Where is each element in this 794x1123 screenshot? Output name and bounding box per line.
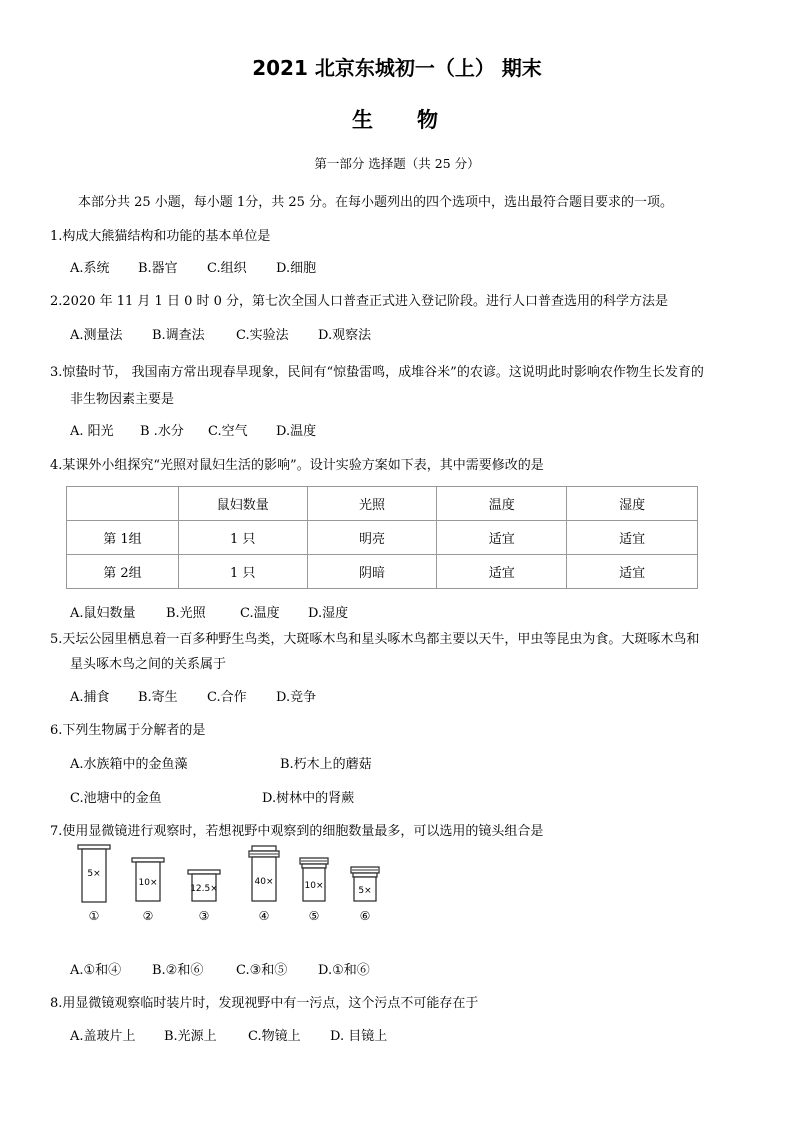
q3-option-d: D.温度 — [276, 424, 317, 439]
experiment-table — [66, 486, 698, 589]
q7-option-c: C.③和⑤ — [236, 963, 288, 978]
q3-option-b: B .水分 — [140, 424, 184, 439]
lens-2-label: 10× — [138, 878, 158, 888]
question-6-stem: 6.下列生物属于分解者的是 — [50, 723, 206, 738]
table-header-cell: 湿度 — [567, 487, 698, 521]
lens-3-number: ③ — [198, 909, 210, 923]
table-header-row — [67, 487, 698, 521]
lens-2-eyepiece — [132, 858, 164, 923]
q4-option-a: A.鼠妇数量 — [70, 606, 136, 621]
table-cell: 适宜 — [437, 521, 567, 555]
q2-option-a: A.测量法 — [70, 328, 123, 343]
question-1-stem: 1.构成大熊猫结构和功能的基本单位是 — [50, 229, 271, 244]
lens-4-label: 40× — [254, 877, 274, 887]
q8-option-a: A.盖玻片上 — [70, 1029, 136, 1044]
table-cell: 1 只 — [178, 555, 307, 589]
q2-option-c: C.实验法 — [236, 328, 289, 343]
q8-option-d: D. 目镜上 — [330, 1029, 388, 1044]
table-cell: 适宜 — [567, 555, 698, 589]
question-3-stem-cont: 非生物因素主要是 — [70, 392, 175, 407]
table-cell: 明亮 — [307, 521, 437, 555]
question-7-stem: 7.使用显微镜进行观察时，若想视野中观察到的细胞数量最多，可以选用的镜头组合是 — [50, 824, 544, 839]
lens-figure — [70, 840, 390, 926]
question-4-stem: 4.某课外小组探究“光照对鼠妇生活的影响”。设计实验方案如下表，其中需要修改的是 — [50, 458, 544, 473]
lens-1-label: 5× — [87, 869, 101, 879]
q1-option-d: D.细胞 — [276, 261, 317, 276]
q2-option-b: B.调查法 — [152, 328, 205, 343]
question-5-stem-cont: 星头啄木鸟之间的关系属于 — [70, 657, 227, 672]
question-5-stem: 5.天坛公园里栖息着一百多种野生鸟类，大斑啄木鸟和星头啄木鸟都主要以天牛，甲虫等昆虫为食。大斑啄木鸟和 — [50, 632, 700, 647]
q6-option-d: D.树林中的肾蕨 — [262, 791, 355, 806]
q6-option-b: B.朽木上的蘑菇 — [280, 757, 372, 772]
q6-option-a: A.水族箱中的金鱼藻 — [70, 757, 188, 772]
q4-option-c: C.温度 — [240, 606, 280, 621]
table-row — [67, 521, 698, 555]
section-heading: 第一部分 选择题（共 25 分） — [314, 156, 480, 171]
table-cell: 适宜 — [437, 555, 567, 589]
q3-option-a: A. 阳光 — [70, 424, 114, 439]
lens-6-number: ⑥ — [359, 909, 371, 923]
table-header-cell: 温度 — [437, 487, 567, 521]
q5-option-b: B.寄生 — [138, 690, 178, 705]
table-row — [67, 555, 698, 589]
table-header-cell: 鼠妇数量 — [178, 487, 307, 521]
q1-option-c: C.组织 — [207, 261, 247, 276]
table-header-cell — [67, 487, 179, 521]
lens-1-number: ① — [88, 909, 100, 923]
q5-option-c: C.合作 — [207, 690, 247, 705]
q4-option-d: D.湿度 — [308, 606, 349, 621]
lens-1-eyepiece — [78, 845, 110, 923]
lens-3-label: 12.5× — [190, 884, 218, 894]
q7-option-d: D.①和⑥ — [318, 963, 370, 978]
q4-option-b: B.光照 — [166, 606, 206, 621]
lens-4-number: ④ — [258, 909, 270, 923]
page-title: 2021 北京东城初一（上） 期末 — [252, 56, 542, 80]
lens-5-label: 10× — [304, 881, 324, 891]
lens-2-number: ② — [142, 909, 154, 923]
table-cell: 阴暗 — [307, 555, 437, 589]
q6-option-c: C.池塘中的金鱼 — [70, 791, 162, 806]
q5-option-d: D.竞争 — [276, 690, 317, 705]
table-cell: 适宜 — [567, 521, 698, 555]
subject-title: 生物 — [352, 108, 482, 132]
table-cell: 第 1组 — [67, 521, 179, 555]
lens-5-objective — [300, 858, 328, 923]
section-intro: 本部分共 25 小题，每小题 1分，共 25 分。在每小题列出的四个选项中，选出最符合题目要求的一项。 — [78, 195, 674, 210]
q5-option-a: A.捕食 — [70, 690, 110, 705]
q7-option-a: A.①和④ — [70, 963, 122, 978]
lens-3-eyepiece — [188, 870, 220, 923]
q1-option-b: B.器官 — [138, 261, 178, 276]
lens-4-objective — [249, 846, 279, 923]
q2-option-d: D.观察法 — [318, 328, 372, 343]
table-cell: 第 2组 — [67, 555, 179, 589]
q8-option-c: C.物镜上 — [248, 1029, 301, 1044]
question-8-stem: 8.用显微镜观察临时装片时，发现视野中有一污点，这个污点不可能存在于 — [50, 996, 479, 1011]
table-header-cell: 光照 — [307, 487, 437, 521]
question-3-stem: 3.惊蛰时节， 我国南方常出现春旱现象，民间有“惊蛰雷鸣，成堆谷米”的农谚。这说明此时影响农作物生长发育的 — [50, 365, 704, 380]
lens-6-label: 5× — [358, 886, 372, 896]
q1-option-a: A.系统 — [70, 261, 110, 276]
lens-6-objective — [351, 867, 379, 923]
q7-option-b: B.②和⑥ — [152, 963, 204, 978]
lens-5-number: ⑤ — [308, 909, 320, 923]
q8-option-b: B.光源上 — [164, 1029, 217, 1044]
question-2-stem: 2.2020 年 11 月 1 日 0 时 0 分，第七次全国人口普查正式进入登记阶段。进行人口普查选用的科学方法是 — [50, 294, 669, 309]
table-cell: 1 只 — [178, 521, 307, 555]
q3-option-c: C.空气 — [208, 424, 248, 439]
